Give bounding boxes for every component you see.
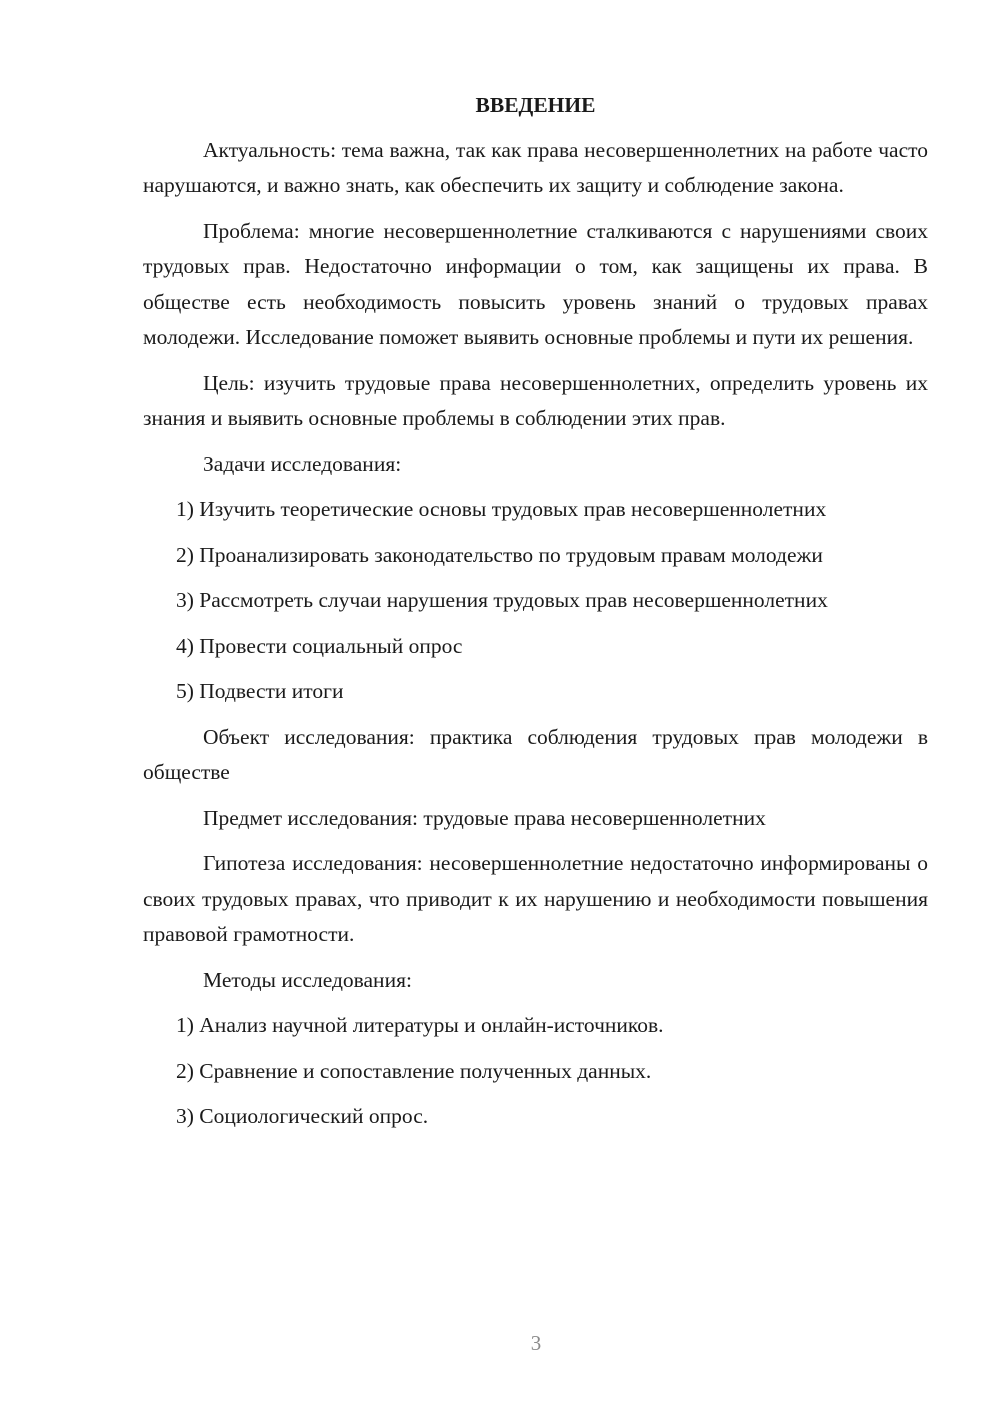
relevance-paragraph: Актуальность: тема важна, так как права несовершеннолетних на работе часто нарушаются, и важно знать, как обеспечить их защиту и соблюдение закона. [143,137,928,197]
task-item-3: 3) Рассмотреть случаи нарушения трудовых прав несовершеннолетних [176,588,828,612]
page-number: 3 [530,1331,542,1355]
page-title: ВВЕДЕНИЕ [475,93,596,117]
method-item-2: 2) Сравнение и сопоставление полученных данных. [176,1058,652,1083]
methods-heading: Методы исследования: [203,967,412,992]
subject-paragraph: Предмет исследования: трудовые права несовершеннолетних [203,805,766,830]
problem-paragraph: Проблема: многие несовершеннолетние сталкиваются с нарушениями своих трудовых прав. Недостаточно информации о том, как защищены их права. В обществе есть необходимость повысить уровень знаний о трудовых правах молодежи. Исследование поможет выявить основные проблемы и пути их решения. [143,218,928,349]
task-item-4: 4) Провести социальный опрос [176,633,463,658]
method-item-1: 1) Анализ научной литературы и онлайн-источников. [176,1013,664,1037]
tasks-heading: Задачи исследования: [203,451,402,476]
task-item-1: 1) Изучить теоретические основы трудовых прав несовершеннолетних [176,497,827,521]
task-item-5: 5) Подвести итоги [176,679,344,703]
page-body [143,88,928,1145]
method-item-3: 3) Социологический опрос. [176,1104,429,1128]
object-paragraph: Объект исследования: практика соблюдения трудовых прав молодежи в обществе [143,724,928,784]
goal-paragraph: Цель: изучить трудовые права несовершеннолетних, определить уровень их знания и выявить основные проблемы в соблюдении этих прав. [143,370,928,430]
task-item-2: 2) Проанализировать законодательство по трудовым правам молодежи [176,542,823,567]
hypothesis-paragraph: Гипотеза исследования: несовершеннолетние недостаточно информированы о своих трудовых правах, что приводит к их нарушению и необходимости повышения правовой грамотности. [143,851,928,946]
